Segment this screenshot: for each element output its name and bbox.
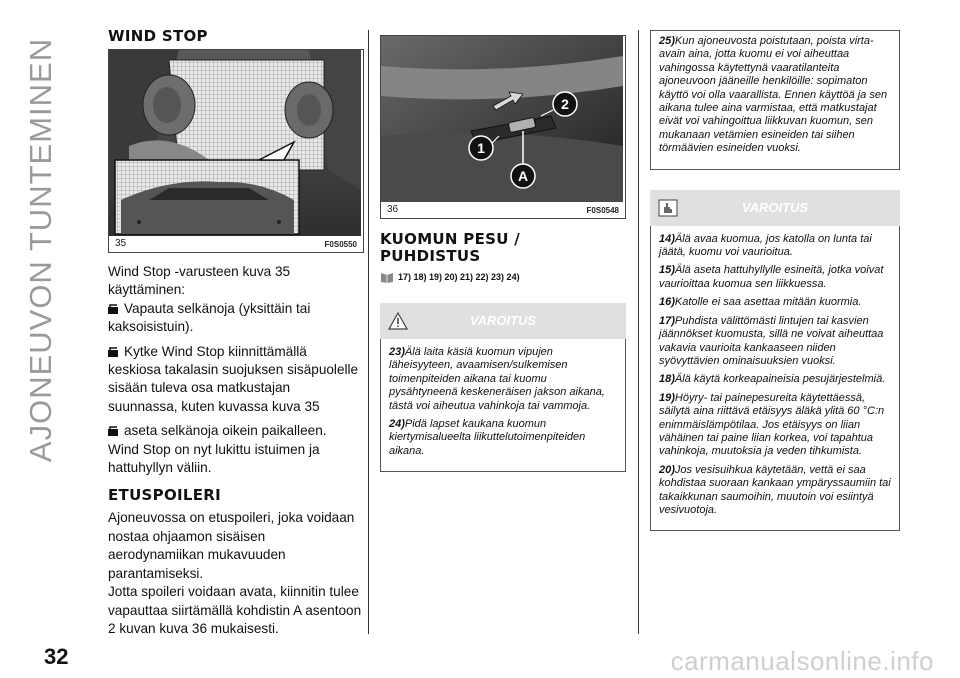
figure-35-code: F0S0550 — [324, 240, 357, 249]
section-heading-wind-stop: WIND STOP — [108, 27, 208, 45]
warning-text: Älä laita käsiä kuomun vipujen läheisyyteen, avaamisen/sulkemisen toimenpiteiden aikana tai kuomu pysähtyneenä keskeneräisen jakson aikana, tästä voi aiheutua vahinkoja tai vammoja. — [389, 346, 605, 412]
warning-item — [389, 418, 617, 458]
warning-number: 20) — [659, 463, 675, 476]
warning-block-kuomu — [380, 303, 626, 472]
figure-36 — [380, 35, 626, 219]
reference-numbers: 17) 18) 19) 20) 21) 22) 23) 24) — [398, 272, 520, 282]
column-warnings — [650, 30, 900, 531]
wind-stop-conclusion: Wind Stop on nyt lukittu istuimen ja hattuhyllyn väliin. — [108, 441, 320, 476]
warning-text: Pidä lapset kaukana kuomun kiertymisalueelta liikuttelutoimenpiteiden aikana. — [389, 418, 586, 457]
column-kuomun-pesu — [380, 35, 626, 472]
bullet-icon — [108, 304, 120, 314]
warning-block-kuomu-care — [650, 190, 900, 532]
warning-number: 19) — [659, 391, 675, 404]
warning-text: Kun ajoneuvosta poistutaan, poista virta-avain aina, jotta kuomu ei voi aiheuttaa vahingossa käytettynä vaaratilanteita ajoneuvoon jääneille henkilöille: sopimaton käyttö voi olla vaarallista. Ennen käyttöä ja sen aikana tulee aina varmistaa, että matkustajat eivät voi vahingoittua liikkuvan kuomun, sen mukanaan vetämien esineiden tai siihen törmäävien esineiden vuoksi. — [659, 35, 888, 155]
warning-title: VAROITUS — [741, 199, 809, 215]
warning-content — [380, 339, 626, 472]
column-divider-2 — [638, 30, 639, 634]
wind-stop-illustration — [109, 50, 361, 236]
etuspoileri-para-2: Jotta spoileri voidaan avata, kiinnitin tulee vapauttaa siirtämällä kohdistin A asentoon 2 kuvan kuva 36 mukaisesti. — [108, 584, 362, 636]
warning-content — [650, 226, 900, 532]
warning-number: 23) — [389, 346, 405, 358]
figure-36-caption — [381, 202, 625, 218]
warning-text: Älä aseta hattuhyllylle esineitä, jotka voivat vaurioittaa kuomua sen liikkuessa. — [659, 264, 884, 290]
bullet-text: Kytke Wind Stop kiinnittämällä keskiosa takalasin suojuksen sisäpuolelle sisään tuleva osa matkustajan suunnassa, kuten kuvassa kuva 35 — [108, 343, 359, 414]
warning-number: 24) — [389, 418, 405, 431]
warning-number: 16) — [659, 296, 675, 309]
warning-text: Älä avaa kuomua, jos katolla on lunta tai jäätä, kuomu voi vaurioitua. — [659, 232, 872, 259]
wind-stop-intro: Wind Stop -varusteen kuva 35 käyttäminen: — [108, 264, 291, 298]
bullet-icon — [108, 347, 120, 357]
caution-hand-icon — [658, 199, 678, 217]
warning-item — [659, 315, 891, 369]
warning-item — [389, 346, 617, 413]
figure-35 — [108, 49, 364, 253]
warning-item — [659, 264, 891, 291]
warning-number: 18) — [659, 373, 675, 386]
figure-36-number: 36 — [387, 204, 399, 215]
warning-continued — [650, 30, 900, 170]
warning-item — [659, 296, 891, 309]
warning-number: 15) — [659, 264, 675, 277]
warning-number: 17) — [659, 314, 675, 327]
warning-text: Jos vesisuihkua käytetään, vettä ei saa kohdistaa suoraan kankaan ympäryssaumiin tai takaikkunan saumoihin, muutoin voi esiintyä vesivuotoja. — [659, 463, 891, 516]
figure-35-number: 35 — [115, 238, 127, 249]
chapter-title-text: AJONEUVON TUNTEMINEN — [23, 37, 58, 463]
warning-header — [380, 303, 626, 339]
figure-35-caption — [109, 236, 363, 252]
bullet-text: aseta selkänoja oikein paikalleen. — [124, 423, 327, 439]
column-wind-stop — [108, 28, 362, 638]
warning-number: 14) — [659, 232, 675, 245]
figure-36-label-2: 2 — [561, 96, 569, 112]
bullet-item — [108, 422, 362, 440]
warning-text: Höyry- tai painepesureita käytettäessä, säilytä aina riittävä etäisyys äläkä ylitä 60 °C:n enimmäislämpötilaa. Jos etäisyys on liian vähäinen tai paine liian korkea, voi tapahtua vahinkoja, muutoksia ja veden tihkumista. — [659, 391, 885, 458]
warning-header — [650, 190, 900, 226]
warning-text: Katolle ei saa asettaa mitään kuormia. — [674, 296, 862, 309]
figure-36-label-1: 1 — [477, 140, 485, 156]
warning-item — [659, 464, 891, 518]
warning-item — [659, 373, 891, 386]
warning-item — [659, 233, 891, 260]
site-watermark: carmanualsonline.info — [670, 646, 934, 676]
warning-number: 25) — [659, 35, 675, 47]
warning-title: VAROITUS — [469, 313, 537, 328]
etuspoileri-para-1: Ajoneuvossa on etuspoileri, joka voidaan nostaa ohjaamon sisäisen aerodynamiikan mukavuuden parantamiseksi. — [108, 510, 355, 581]
section-heading-etuspoileri: ETUSPOILERI — [108, 486, 222, 505]
bullet-item — [108, 300, 362, 337]
reference-line — [380, 271, 626, 283]
chapter-side-title — [16, 30, 66, 470]
spoiler-latch-illustration — [381, 36, 623, 202]
bullet-item — [108, 343, 362, 417]
warning-item — [659, 35, 891, 156]
page-number: 32 — [44, 644, 69, 669]
column-divider-1 — [368, 30, 369, 634]
warning-text: Puhdista välittömästi lintujen tai kasvien jäännökset kuomusta, sillä ne voivat aiheuttaa vakavia vaurioita kankaaseen niiden syövyttävien ominaisuuksien vuoksi. — [659, 314, 884, 367]
bullet-icon — [108, 426, 120, 436]
warning-text: Älä käytä korkeapaineisia pesujärjestelmiä. — [674, 373, 886, 386]
bullet-text: Vapauta selkänoja (yksittäin tai kaksoisistuin). — [108, 300, 311, 335]
section-heading-kuomun-pesu: KUOMUN PESU / PUHDISTUS — [380, 230, 520, 265]
warning-triangle-icon — [388, 312, 408, 330]
warning-item — [659, 392, 891, 459]
figure-36-label-a: A — [517, 168, 529, 184]
reference-book-icon — [380, 271, 394, 283]
figure-36-code: F0S0548 — [586, 206, 619, 215]
